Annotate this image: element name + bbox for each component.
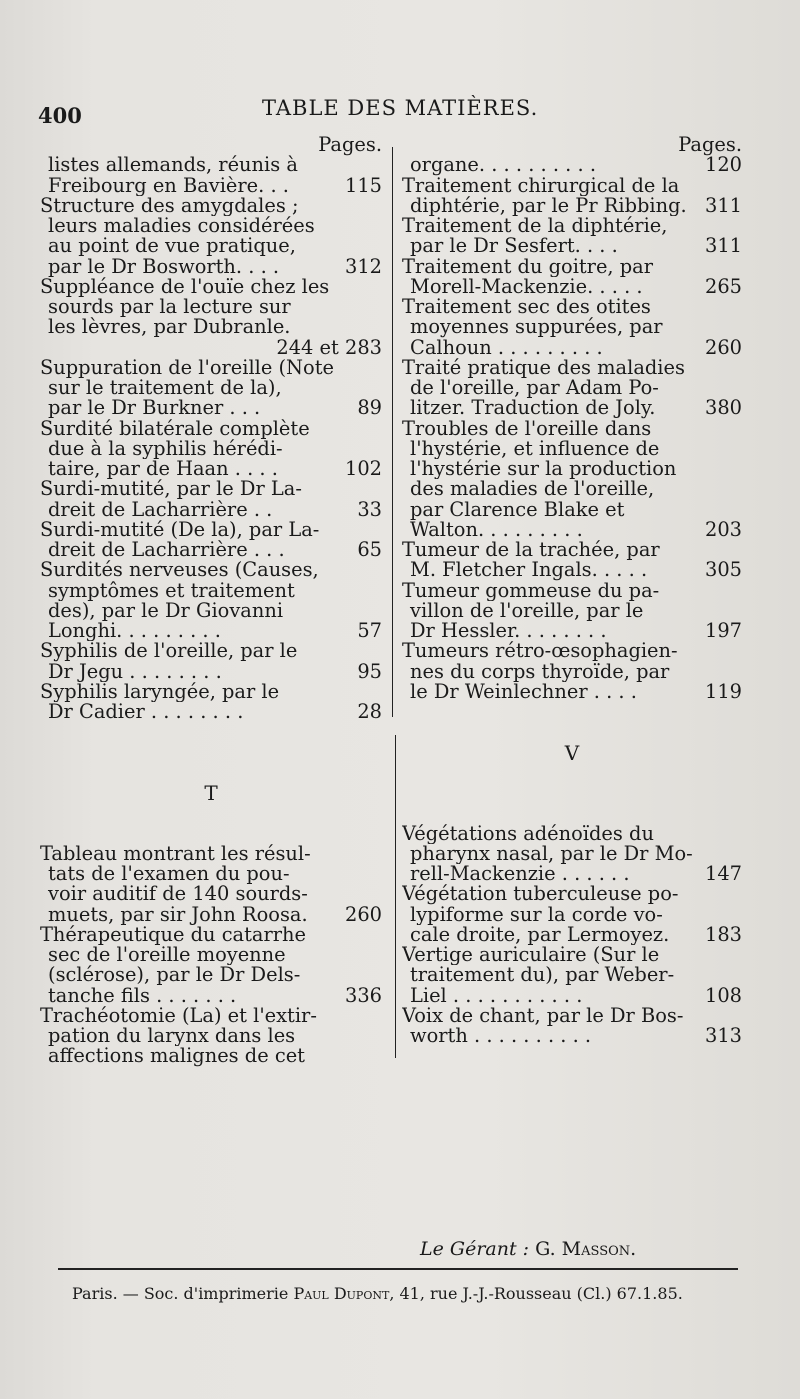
page-ref: 197 — [704, 621, 742, 642]
entry-text: Trachéotomie (La) et l'extir- — [40, 1005, 317, 1026]
index-entry-line — [40, 1006, 382, 1026]
right-entries-v — [402, 824, 742, 1047]
entry-text: Végétations adénoïdes du — [402, 823, 654, 844]
index-entry-line — [402, 540, 742, 560]
index-entry-line — [40, 439, 382, 459]
page-ref: 95 — [357, 661, 382, 682]
entry-text: Troubles de l'oreille dans — [402, 418, 652, 439]
column-rule-bottom — [395, 735, 396, 1058]
entry-text: due à la syphilis hérédi- — [48, 438, 283, 459]
pages-heading: Pages. — [678, 133, 742, 156]
page-ref: 313 — [704, 1026, 742, 1047]
entry-text: Dr Jegu . . . . . . . . — [48, 661, 222, 682]
entry-text: Traitement sec des otites — [402, 297, 651, 318]
entry-text: Surdité bilatérale complète — [40, 418, 310, 439]
entry-text: taire, par de Haan . . . . — [48, 459, 278, 480]
entry-text: Végétation tuberculeuse po- — [402, 884, 679, 905]
entry-text: traitement du), par Weber- — [410, 965, 675, 986]
index-entry-line — [402, 479, 742, 499]
entry-text: sec de l'oreille moyenne — [48, 945, 286, 966]
page-ref: 312 — [344, 256, 382, 277]
page-ref: 336 — [344, 985, 382, 1006]
index-entry-line — [40, 1026, 382, 1046]
left-column — [40, 135, 382, 1067]
entry-text: Tableau montrant les résul- — [40, 843, 311, 864]
section-letter-v: V — [564, 740, 580, 765]
entry-text: villon de l'oreille, par le — [410, 600, 644, 621]
index-entry-line — [402, 317, 742, 337]
left-entries-s — [40, 155, 382, 722]
page-ref: 89 — [357, 398, 382, 419]
gerant-signature — [420, 1238, 636, 1260]
index-entry-line — [40, 965, 382, 985]
index-entry-line — [402, 297, 742, 317]
index-entry-line — [402, 236, 742, 256]
index-entry-line — [402, 864, 742, 884]
column-rule-top — [392, 147, 393, 717]
index-entry-line — [402, 378, 742, 398]
index-entry-line — [40, 277, 382, 297]
index-entry-line — [402, 621, 742, 641]
left-entries-t — [40, 844, 382, 1067]
page-ref: 115 — [344, 175, 382, 196]
index-entry-line — [40, 662, 382, 682]
index-entry-line — [40, 702, 382, 722]
index-entry-line — [40, 297, 382, 317]
entry-text: Dr Hessler. . . . . . . . — [410, 621, 607, 642]
index-entry-line — [402, 338, 742, 358]
entry-text: moyennes suppurées, par — [410, 317, 663, 338]
page-ref: 33 — [357, 499, 382, 520]
index-entry-line — [40, 257, 382, 277]
index-entry-line — [402, 682, 742, 702]
index-entry-line — [40, 945, 382, 965]
index-entry-line — [402, 419, 742, 439]
entry-text: au point de vue pratique, — [48, 236, 296, 257]
entry-text: Tumeurs rétro-œsophagien- — [402, 641, 678, 662]
index-entry-line — [40, 236, 382, 256]
index-entry-line — [402, 945, 742, 965]
entry-text: dreit de Lacharrière . . — [48, 499, 273, 520]
page-ref: 57 — [357, 621, 382, 642]
entry-text: Syphilis de l'oreille, par le — [40, 641, 298, 662]
index-entry-line — [40, 459, 382, 479]
index-entry-line — [40, 1046, 382, 1066]
index-entry-line — [402, 925, 742, 945]
entry-text: Tumeur gommeuse du pa- — [402, 580, 660, 601]
entry-text: Traitement du goitre, par — [402, 256, 653, 277]
entry-text: Thérapeutique du catarrhe — [40, 924, 306, 945]
entry-text: le Dr Weinlechner . . . . — [410, 681, 637, 702]
section-letter-t: T — [204, 781, 218, 805]
entry-text: par le Dr Sesfert. . . . — [410, 236, 618, 257]
entry-text: par Clarence Blake et — [410, 499, 625, 520]
index-entry-line — [402, 358, 742, 378]
entry-text: sourds par la lecture sur — [48, 297, 291, 318]
index-entry-line — [40, 540, 382, 560]
index-entry-line — [40, 500, 382, 520]
entry-text: des maladies de l'oreille, — [410, 479, 655, 500]
index-entry-line — [40, 479, 382, 499]
footer-rule — [58, 1268, 738, 1270]
index-entry-line — [40, 621, 382, 641]
pages-heading: Pages. — [318, 133, 382, 156]
entry-text: Freibourg en Bavière. . . — [48, 175, 289, 196]
index-entry-line — [402, 884, 742, 904]
entry-text: Traitement chirurgical de la — [402, 175, 680, 196]
index-entry-line — [40, 884, 382, 904]
entry-text: M. Fletcher Ingals. . . . . — [410, 560, 648, 581]
page-ref: 108 — [704, 985, 742, 1006]
index-entry-line — [402, 581, 742, 601]
index-entry-line — [402, 1006, 742, 1026]
index-entry-line — [402, 560, 742, 580]
index-entry-line — [40, 196, 382, 216]
index-entry-line — [402, 257, 742, 277]
index-entry-line — [402, 601, 742, 621]
entry-text: Suppléance de l'ouïe chez les — [40, 276, 330, 297]
index-entry-line — [40, 398, 382, 418]
entry-text: symptômes et traitement — [48, 580, 295, 601]
entry-text: des), par le Dr Giovanni — [48, 600, 284, 621]
index-entry-line — [40, 601, 382, 621]
entry-text: rell-Mackenzie . . . . . . — [410, 864, 630, 885]
index-entry-line — [402, 196, 742, 216]
entry-text: pation du larynx dans les — [48, 1026, 296, 1047]
entry-text: voir auditif de 140 sourds- — [48, 884, 308, 905]
index-entry-line — [402, 641, 742, 661]
gerant-name: G. Masson. — [535, 1238, 637, 1260]
entry-text: litzer. Traduction de Joly. — [410, 398, 656, 419]
entry-text: dreit de Lacharrière . . . — [48, 540, 285, 561]
page-ref: 265 — [704, 276, 742, 297]
index-entry-line — [402, 844, 742, 864]
index-entry-line — [402, 277, 742, 297]
entry-text: Morell-Mackenzie. . . . . — [410, 276, 643, 297]
index-entry-line — [40, 419, 382, 439]
index-entry-line — [402, 155, 742, 175]
entry-text: sur le traitement de la), — [48, 378, 282, 399]
entry-text: Longhi. . . . . . . . . — [48, 621, 221, 642]
entry-text: Surdi-mutité (De la), par La- — [40, 519, 320, 540]
entry-text: affections malignes de cet — [48, 1046, 305, 1067]
index-entry-line — [402, 1026, 742, 1046]
index-entry-line — [402, 986, 742, 1006]
page-ref: 120 — [704, 155, 742, 176]
entry-text: Syphilis laryngée, par le — [40, 681, 280, 702]
entry-text: Voix de chant, par le Dr Bos- — [402, 1005, 684, 1026]
index-entry-line — [40, 925, 382, 945]
entry-text: Structure des amygdales ; — [40, 195, 299, 216]
entry-text: Suppuration de l'oreille (Note — [40, 357, 334, 378]
index-entry-line — [402, 824, 742, 844]
index-entry-line — [40, 216, 382, 236]
index-entry-line — [40, 844, 382, 864]
entry-text: muets, par sir John Roosa. — [48, 904, 308, 925]
index-entry-line — [402, 965, 742, 985]
right-column — [402, 135, 742, 1046]
index-entry-line — [402, 459, 742, 479]
printer-imprint: Paris. — Soc. d'imprimerie Paul Dupont, 41, rue J.-J.-Rousseau (Cl.) 67.1.85. — [72, 1284, 683, 1303]
entry-text: pharynx nasal, par le Dr Mo- — [410, 843, 693, 864]
index-entry-line — [402, 905, 742, 925]
index-entry-line — [402, 439, 742, 459]
entry-text: Surdités nerveuses (Causes, — [40, 560, 319, 581]
page-ref: 203 — [704, 519, 742, 540]
entry-text: tats de l'examen du pou- — [48, 864, 290, 885]
printer-name: Paul Dupont — [293, 1284, 390, 1303]
entry-text: tanche fils . . . . . . . — [48, 985, 237, 1006]
entry-text: Traitement de la diphtérie, — [402, 216, 668, 237]
entry-text: Traité pratique des maladies — [402, 357, 685, 378]
entry-text: lypiforme sur la corde vo- — [410, 904, 663, 925]
entry-text: Liel . . . . . . . . . . . — [410, 985, 583, 1006]
entry-text: nes du corps thyroïde, par — [410, 661, 670, 682]
page-ref: 311 — [704, 236, 742, 257]
index-entry-line — [40, 905, 382, 925]
page-ref: 244 et 283 — [276, 337, 382, 358]
entry-text: Vertige auriculaire (Sur le — [402, 945, 660, 966]
entry-text: par le Dr Bosworth. . . . — [48, 256, 280, 277]
page-ref: 311 — [704, 195, 742, 216]
index-entry-line — [40, 338, 382, 358]
index-entry-line — [40, 520, 382, 540]
page-ref: 65 — [357, 540, 382, 561]
entry-text: worth . . . . . . . . . . — [410, 1026, 592, 1047]
index-entry-line — [402, 398, 742, 418]
index-entry-line — [402, 520, 742, 540]
page-ref: 28 — [357, 702, 382, 723]
index-entry-line — [40, 155, 382, 175]
entry-text: Calhoun . . . . . . . . . — [410, 337, 603, 358]
right-entries-t — [402, 155, 742, 702]
entry-text: organe. . . . . . . . . . — [410, 155, 596, 176]
page-ref: 260 — [344, 904, 382, 925]
entry-text: l'hystérie sur la production — [410, 459, 677, 480]
page-ref: 147 — [704, 864, 742, 885]
index-entry-line — [402, 500, 742, 520]
page-ref: 380 — [704, 398, 742, 419]
page-number: 400 — [38, 103, 82, 128]
index-entry-line — [40, 560, 382, 580]
index-entry-line — [40, 986, 382, 1006]
entry-text: les lèvres, par Dubranle. — [48, 317, 291, 338]
entry-text: Walton. . . . . . . . . — [410, 519, 583, 540]
entry-text: l'hystérie, et influence de — [410, 438, 660, 459]
index-entry-line — [40, 358, 382, 378]
entry-text: diphtérie, par le Pr Ribbing. — [410, 195, 687, 216]
entry-text: leurs maladies considérées — [48, 216, 315, 237]
gerant-label: Le Gérant : — [420, 1238, 530, 1260]
entry-text: de l'oreille, par Adam Po- — [410, 378, 659, 399]
entry-text: Surdi-mutité, par le Dr La- — [40, 479, 302, 500]
page-ref: 102 — [344, 459, 382, 480]
index-entry-line — [402, 176, 742, 196]
index-entry-line — [40, 641, 382, 661]
page-ref: 305 — [704, 560, 742, 581]
page-ref: 260 — [704, 337, 742, 358]
index-entry-line — [40, 581, 382, 601]
index-entry-line — [40, 176, 382, 196]
entry-text: listes allemands, réunis à — [48, 155, 298, 176]
page-ref: 119 — [704, 681, 742, 702]
entry-text: cale droite, par Lermoyez. — [410, 924, 670, 945]
index-entry-line — [402, 662, 742, 682]
index-entry-line — [40, 378, 382, 398]
page-ref: 183 — [704, 924, 742, 945]
index-entry-line — [40, 317, 382, 337]
index-entry-line — [40, 864, 382, 884]
entry-text: (sclérose), par le Dr Dels- — [48, 965, 301, 986]
entry-text: par le Dr Burkner . . . — [48, 398, 261, 419]
running-title: TABLE DES MATIÈRES. — [262, 96, 539, 120]
entry-text: Dr Cadier . . . . . . . . — [48, 702, 244, 723]
index-entry-line — [40, 682, 382, 702]
entry-text: Tumeur de la trachée, par — [402, 540, 660, 561]
index-entry-line — [402, 216, 742, 236]
